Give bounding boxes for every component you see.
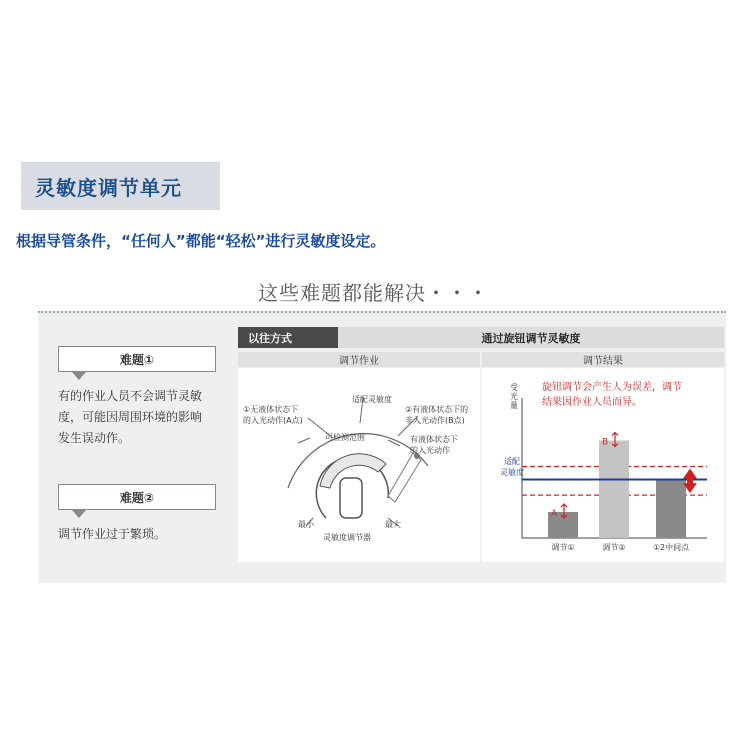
- problem-2-title: 难题②: [58, 484, 216, 510]
- dial-knob: [340, 478, 362, 518]
- dial-pointer-needle: [388, 453, 421, 502]
- chart-note-line1: 旋钮调节会产生人为误差，调节: [542, 382, 682, 393]
- label-point-a-line1: ①无液体状态下: [243, 405, 299, 414]
- x-tick-label: ①2中间点: [652, 543, 690, 552]
- bar-3: [656, 480, 686, 539]
- reference-label-line1: 适配: [504, 457, 520, 466]
- label-point-b: [405, 404, 468, 426]
- label-fit-sensitivity: 适配灵敏度: [352, 395, 392, 404]
- point-arrow: [612, 433, 618, 447]
- adjust-result-header: 调节结果: [482, 352, 724, 367]
- problem-2-text: [58, 524, 166, 545]
- problem-1-line: 有的作业人员不会调节灵敏: [58, 389, 203, 403]
- label-point-a: [243, 404, 303, 426]
- problem-1-line: 度，可能因周围环境的影响: [58, 410, 203, 424]
- point-label-B: B: [602, 437, 609, 448]
- bar-2: [599, 441, 629, 539]
- point-label-A: A: [551, 509, 558, 519]
- problems-banner: 这些难题都能解决・・・: [258, 281, 489, 305]
- label-point-b-line1: ②有液体状态下的: [405, 405, 469, 414]
- x-tick-label: 调节②: [602, 543, 626, 552]
- label-point-a-line2: 的入光动作(A点): [243, 416, 303, 425]
- section-title: 灵敏度调节单元: [35, 175, 182, 200]
- section-title-box: [21, 162, 220, 210]
- point-arrow: [561, 504, 567, 518]
- label-point-c-line1: 有液体状态下: [410, 435, 458, 444]
- chart-ylabel: 受光量: [510, 383, 518, 410]
- chart-note-line2: 结果因作业人员而异。: [542, 397, 642, 408]
- conventional-method-header: 以往方式: [238, 327, 338, 348]
- problem-2-pointer: [72, 510, 86, 518]
- label-max: 最大: [385, 520, 401, 529]
- label-point-c: [410, 434, 458, 456]
- label-detection-range: 可检测范围: [325, 433, 365, 442]
- problem-2-line: 调节作业过于繁琐。: [58, 527, 167, 541]
- problem-1-line: 发生误动作。: [58, 431, 131, 445]
- x-tick-label: 调节①: [551, 543, 575, 552]
- label-sensitivity-adjuster: 灵敏度调节器: [323, 533, 371, 542]
- problem-1-title: 难题①: [58, 346, 216, 372]
- adjust-work-header: 调节作业: [238, 352, 480, 367]
- label-point-c-line2: 的入光动作: [410, 446, 450, 455]
- label-min: 最小: [298, 520, 314, 529]
- section-subtitle: 根据导管条件，“任何人”都能“轻松”进行灵敏度设定。: [16, 232, 386, 250]
- problem-1-text: [58, 386, 202, 449]
- knob-method-header: 通过旋钮调节灵敏度: [338, 327, 724, 348]
- label-point-b-line2: 非入光动作(B点): [405, 416, 465, 425]
- reference-label-line2: 灵敏度: [500, 468, 524, 477]
- problem-1-pointer: [72, 372, 86, 380]
- result-bar-chart: [482, 368, 724, 562]
